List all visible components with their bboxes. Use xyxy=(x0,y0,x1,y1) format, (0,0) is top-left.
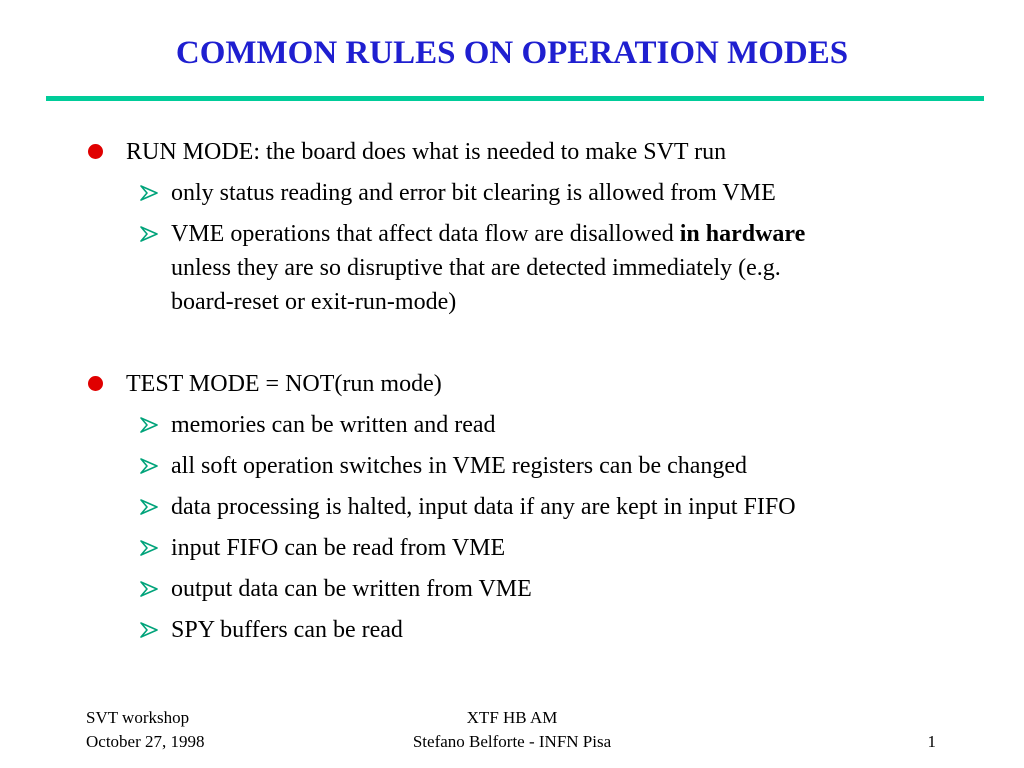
sub-item-text: only status reading and error bit clearing is allowed from VME xyxy=(171,180,776,206)
sub-item-text: input FIFO can be read from VME xyxy=(171,535,506,561)
arrowhead-bullet-icon xyxy=(140,540,158,556)
red-circle-bullet-icon xyxy=(88,376,103,391)
arrowhead-bullet-icon xyxy=(140,458,158,474)
footer-topic: XTF HB AM xyxy=(466,708,558,727)
footer-author: Stefano Belforte - INFN Pisa xyxy=(412,732,612,751)
sub-item-text xyxy=(171,217,941,319)
footer-left xyxy=(86,706,205,754)
sub-item-text: SPY buffers can be read xyxy=(171,617,403,643)
red-circle-bullet-icon xyxy=(88,144,103,159)
sub-item-text: data processing is halted, input data if any are kept in input FIFO xyxy=(171,494,796,520)
slide-title: COMMON RULES ON OPERATION MODES xyxy=(175,35,849,71)
bullet-text: TEST MODE = NOT(run mode) xyxy=(126,371,442,397)
sub-item-text-regular: VME operations that affect data flow are disallowed xyxy=(171,221,680,247)
bullet-text: RUN MODE: the board does what is needed to make SVT run xyxy=(126,139,727,165)
sub-item-text-line3: board-reset or exit-run-mode) xyxy=(171,289,457,315)
sub-item-text-line2: unless they are so disruptive that are detected immediately (e.g. xyxy=(171,255,781,281)
arrowhead-bullet-icon xyxy=(140,185,158,201)
sub-item-text-bold: in hardware xyxy=(679,221,806,247)
arrowhead-bullet-icon xyxy=(140,499,158,515)
footer-event: SVT workshop xyxy=(86,708,190,727)
sub-item-text: memories can be written and read xyxy=(171,412,496,438)
sub-item-text: all soft operation switches in VME registers can be changed xyxy=(171,453,748,479)
arrowhead-bullet-icon xyxy=(140,417,158,433)
sub-item-text: output data can be written from VME xyxy=(171,576,532,602)
arrowhead-bullet-icon xyxy=(140,226,158,242)
footer-center xyxy=(362,706,662,754)
page-number: 1 xyxy=(927,732,936,751)
arrowhead-bullet-icon xyxy=(140,622,158,638)
footer-date: October 27, 1998 xyxy=(86,732,205,751)
arrowhead-bullet-icon xyxy=(140,581,158,597)
